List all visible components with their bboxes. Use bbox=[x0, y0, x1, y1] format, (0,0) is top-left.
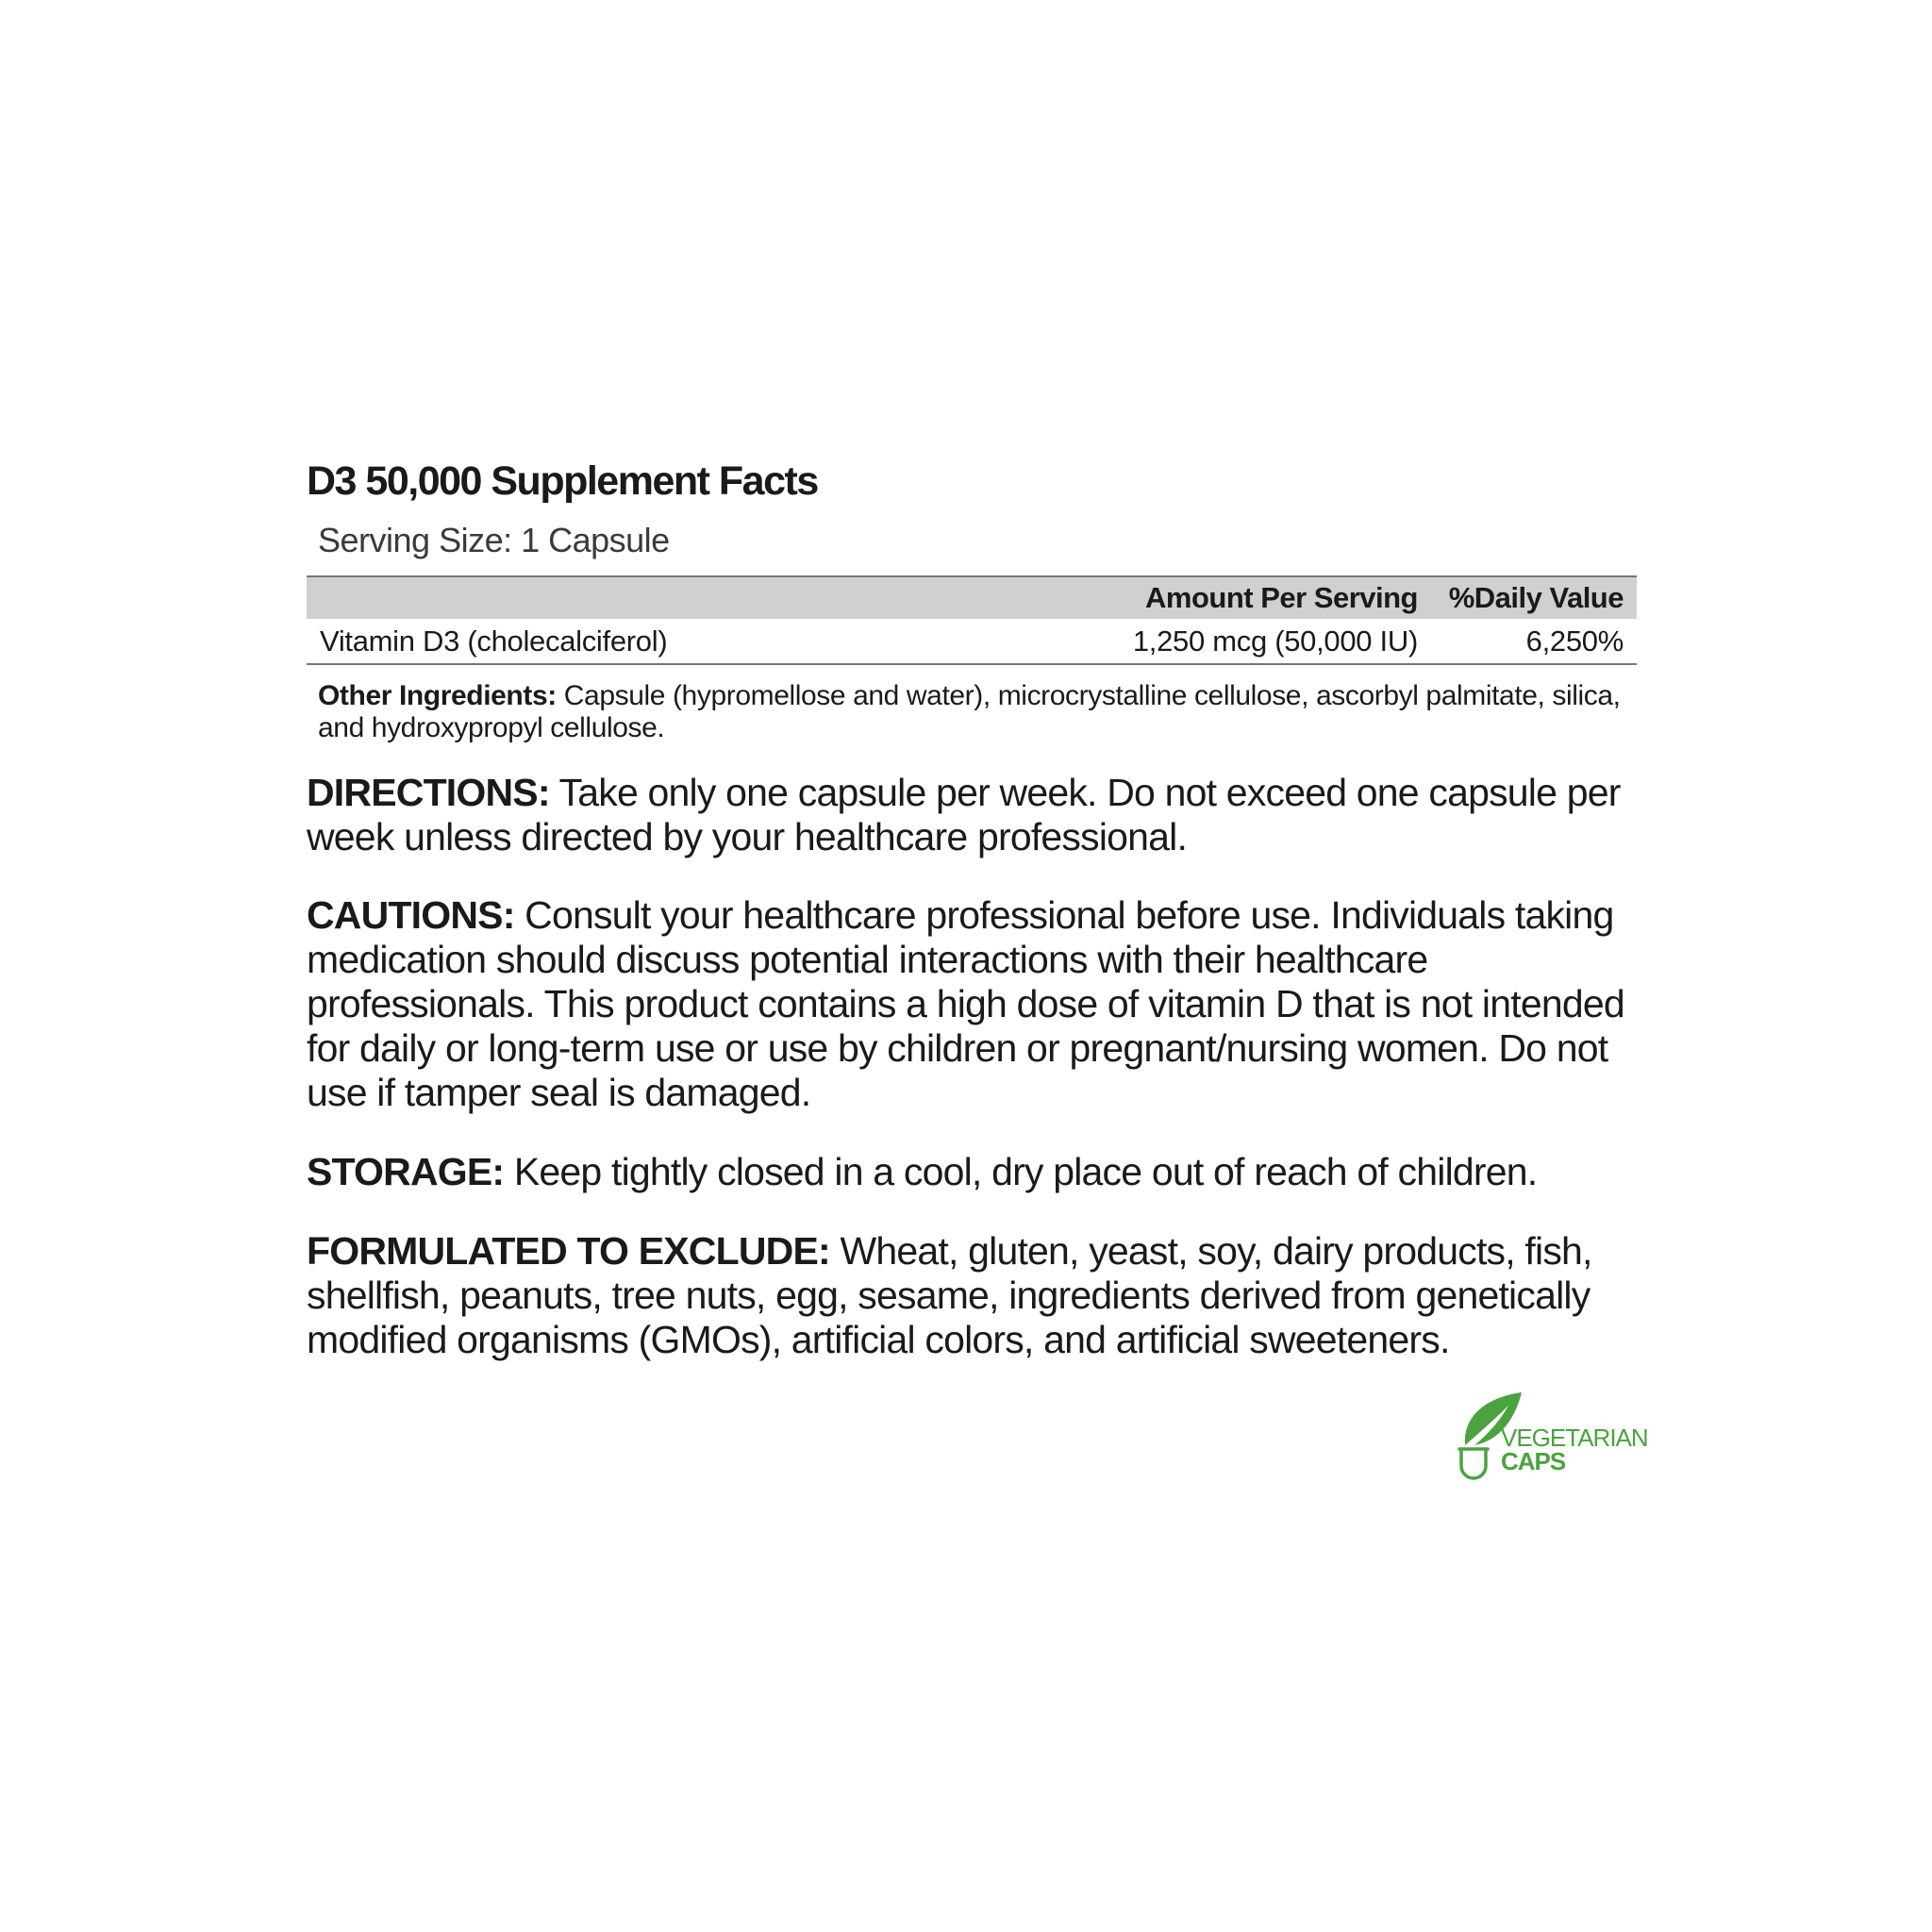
other-ingredients bbox=[318, 680, 1637, 744]
storage-section bbox=[307, 1150, 1637, 1194]
cautions-section bbox=[307, 893, 1637, 1115]
vegetarian-caps-text bbox=[1501, 1426, 1648, 1474]
supplement-facts-table bbox=[307, 575, 1637, 665]
table-header-row bbox=[307, 576, 1637, 619]
header-daily-value: %Daily Value bbox=[1431, 576, 1637, 619]
supplement-facts-title: D3 50,000 Supplement Facts bbox=[307, 458, 818, 504]
cautions-label: CAUTIONS: bbox=[307, 893, 515, 937]
cautions-text: Consult your healthcare professional before use. Individuals taking medication should discuss potential interactions with their healthcare professionals. This product contains a high dose of vitamin D that is not intended for daily or long-term use or use by children or pregnant/nursing women. Do not use if tamper seal is damaged. bbox=[307, 893, 1624, 1114]
directions-label: DIRECTIONS: bbox=[307, 771, 550, 814]
directions-section bbox=[307, 771, 1637, 859]
formulated-to-exclude-section bbox=[307, 1229, 1637, 1362]
serving-size: Serving Size: 1 Capsule bbox=[318, 521, 670, 559]
header-amount-per-serving: Amount Per Serving bbox=[1103, 576, 1431, 619]
header-nutrient bbox=[307, 576, 1103, 619]
other-ingredients-label: Other Ingredients: bbox=[318, 680, 557, 711]
nutrient-daily-value: 6,250% bbox=[1431, 619, 1637, 664]
formulated-to-exclude-text: Wheat, gluten, yeast, soy, dairy products, fish, shellfish, peanuts, tree nuts, egg, sesame, ingredients derived from genetically modified organisms (GMOs), artificial colors, and artificial sweeteners. bbox=[307, 1229, 1592, 1361]
formulated-to-exclude-label: FORMULATED TO EXCLUDE: bbox=[307, 1229, 830, 1273]
vegetarian-caps-badge bbox=[1457, 1387, 1646, 1481]
nutrient-name: Vitamin D3 (cholecalciferol) bbox=[307, 619, 1103, 664]
supplement-label bbox=[307, 453, 1637, 1362]
storage-label: STORAGE: bbox=[307, 1150, 505, 1193]
directions-text: Take only one capsule per week. Do not exceed one capsule per week unless directed by your healthcare professional. bbox=[307, 771, 1621, 858]
table-row bbox=[307, 619, 1637, 664]
other-ingredients-text: Capsule (hypromellose and water), microcrystalline cellulose, ascorbyl palmitate, silica, and hydroxypropyl cellulose. bbox=[318, 680, 1621, 743]
storage-text: Keep tightly closed in a cool, dry place out of reach of children. bbox=[504, 1150, 1538, 1193]
badge-line-vegetarian: VEGETARIAN bbox=[1501, 1424, 1648, 1452]
nutrient-amount: 1,250 mcg (50,000 IU) bbox=[1103, 619, 1431, 664]
badge-line-caps: CAPS bbox=[1501, 1447, 1566, 1475]
